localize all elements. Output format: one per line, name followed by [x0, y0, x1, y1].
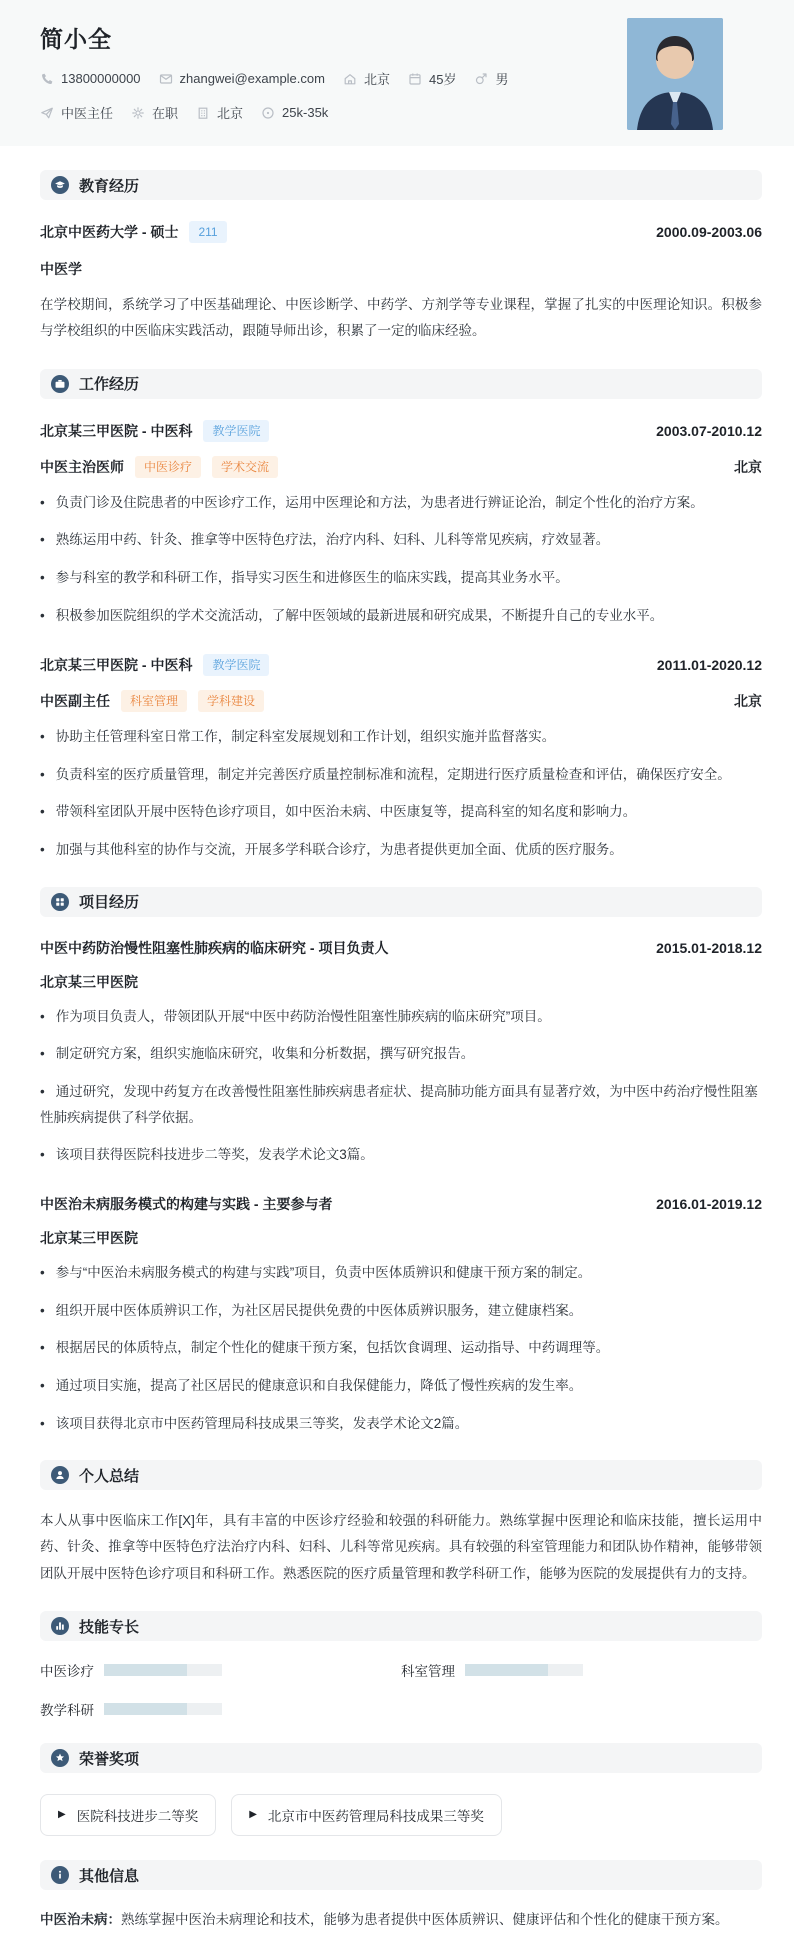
status-gear-icon [131, 106, 145, 120]
graduation-cap-icon [51, 176, 69, 194]
bar-chart-icon [51, 1617, 69, 1635]
work-entry-2-company: 北京某三甲医院 - 中医科 [40, 657, 193, 674]
contact-email-value: zhangwei@example.com [179, 71, 325, 86]
summary-text: 本人从事中医临床工作[X]年，具有丰富的中医诊疗经验和较强的科研能力。熟练掌握中医理论和临床技能，擅长运用中药、针灸、推拿等中医特色疗法治疗内科、妇科、儿科等常见疾病。具有较强的科室管理能力和团队协作精神，能够带领团队开展中医特色诊疗项目和科研工作。熟悉医院的医疗质量管理和教学科研工作，能够为医院的发展提供有力的支持。 [40, 1513, 762, 1581]
education-211-tag: 211 [189, 221, 226, 243]
resume-header [0, 0, 794, 146]
section-work-header [40, 369, 762, 399]
contact-gender [474, 69, 508, 88]
home-icon [343, 72, 357, 86]
work-entry-2-bullet: • 加强与其他科室的协作与交流，开展多学科联合诊疗，为患者提供更加全面、优质的医疗服务。 [40, 837, 762, 863]
work-entry-1-bullet: • 积极参加医院组织的学术交流活动，了解中医领域的最新进展和研究成果，不断提升自己的专业水平。 [40, 603, 762, 629]
education-school: 北京中医药大学 - 硕士 [40, 224, 179, 240]
briefcase-icon [51, 375, 69, 393]
section-projects-title: 项目经历 [79, 894, 140, 912]
project-2-date: 2016.01-2019.12 [656, 1195, 762, 1212]
work-entry-1-location: 北京 [734, 458, 762, 475]
info-icon [51, 1866, 69, 1884]
project-2-bullet: • 通过项目实施，提高了社区居民的健康意识和自我保健能力，降低了慢性疾病的发生率。 [40, 1373, 762, 1399]
contact-location [343, 69, 390, 88]
education-date: 2000.09-2003.06 [656, 224, 762, 240]
play-icon: ▶ [58, 1809, 66, 1821]
work-entry-1-tag-2: 学术交流 [212, 456, 278, 478]
section-education-header [40, 170, 762, 200]
skill-label: 中医诊疗 [40, 1664, 94, 1680]
contact-status-value: 在职 [152, 106, 179, 121]
contact-salary-value: 25k-35k [282, 105, 329, 120]
section-other-title: 其他信息 [79, 1867, 140, 1885]
work-entry-2-company-row [40, 654, 762, 676]
work-entry-1-tag-1: 中医诊疗 [135, 456, 201, 478]
contact-gender-value: 男 [495, 72, 509, 87]
email-icon [159, 72, 173, 86]
project-1-org-row [40, 972, 762, 992]
contact-position-value: 中医主任 [61, 106, 114, 121]
phone-icon [40, 72, 54, 86]
section-skills-title: 技能专长 [79, 1618, 140, 1636]
building-icon [196, 106, 210, 120]
project-2-bullet: • 根据居民的体质特点，制定个性化的健康干预方案，包括饮食调理、运动指导、中药调理等。 [40, 1335, 762, 1361]
contact-position [40, 103, 113, 122]
section-summary-title: 个人总结 [79, 1467, 140, 1485]
work-entry-2-bullet: • 协助主任管理科室日常工作，制定科室发展规划和工作计划，组织实施并监督落实。 [40, 724, 762, 750]
section-honors-header [40, 1743, 762, 1773]
work-entry-2-tag-2: 学科建设 [198, 690, 264, 712]
work-entry-1-bullet: • 熟练运用中药、针灸、推拿等中医特色疗法，治疗内科、妇科、儿科等常见疾病，疗效显著。 [40, 527, 762, 553]
project-2-bullet: • 组织开展中医体质辨识工作，为社区居民提供免费的中医体质辨识服务，建立健康档案。 [40, 1298, 762, 1324]
contact-status [131, 103, 178, 122]
contact-age [408, 69, 456, 88]
education-major-row [40, 259, 762, 279]
profile-photo [627, 18, 723, 130]
contact-location-value: 北京 [363, 72, 390, 87]
skill-label: 科室管理 [401, 1664, 455, 1680]
honor-chips [40, 1794, 762, 1836]
work-entry-2-tag-1: 科室管理 [121, 690, 187, 712]
skill-label: 教学科研 [40, 1703, 94, 1719]
project-1-name: 中医中药防治慢性阻塞性肺疾病的临床研究 - 项目负责人 [40, 939, 389, 956]
other-info-value: 熟练掌握中医治未病理论和技术，能够为患者提供中医体质辨识、健康评估和个性化的健康干预方案。 [121, 1912, 729, 1928]
education-description: 在学校期间，系统学习了中医基础理论、中医诊断学、中药学、方剂学等专业课程，掌握了扎实的中医理论知识。积极参与学校组织的中医临床实践活动，跟随导师出诊，积累了一定的临床经验。 [40, 297, 762, 339]
project-2-org: 北京某三甲医院 [40, 1229, 138, 1246]
work-entry-2-position: 中医副主任 [40, 693, 110, 710]
work-entry-2-date: 2011.01-2020.12 [656, 657, 762, 674]
education-entry [40, 221, 762, 243]
play-icon: ▶ [249, 1809, 257, 1821]
age-icon [408, 72, 422, 86]
gender-icon [474, 72, 488, 86]
work-entry-2-bullet: • 负责科室的医疗质量管理，制定并完善医疗质量控制标准和流程，定期进行医疗质量检查和评估，确保医疗安全。 [40, 762, 762, 788]
project-1-org: 北京某三甲医院 [40, 973, 138, 990]
work-entry-1-bullet: • 负责门诊及住院患者的中医诊疗工作，运用中医理论和方法，为患者进行辨证论治，制定个性化的治疗方案。 [40, 490, 762, 516]
skill-bar [104, 1703, 222, 1715]
work-entry-1-company-row [40, 420, 762, 442]
salary-icon [261, 106, 275, 120]
contact-email [159, 71, 325, 86]
contact-age-value: 45岁 [428, 72, 457, 87]
skill-item [401, 1660, 762, 1680]
project-1-bullet: • 该项目获得医院科技进步二等奖，发表学术论文3篇。 [40, 1142, 762, 1168]
honor-chip-1-label: 医院科技进步二等奖 [76, 1809, 199, 1825]
other-info-label: 中医治未病： [40, 1912, 121, 1928]
work-entry-1-position-row [40, 456, 762, 478]
honor-chip-2[interactable] [231, 1794, 502, 1836]
work-entry-2-company-tag: 教学医院 [203, 654, 269, 676]
honor-chip-1[interactable] [40, 1794, 216, 1836]
skill-item [40, 1660, 401, 1680]
candidate-name: 简小全 [40, 26, 112, 52]
contact-row-2 [40, 103, 614, 122]
skill-bar [465, 1664, 583, 1676]
honor-chip-2-label: 北京市中医药管理局科技成果三等奖 [267, 1809, 484, 1825]
medal-star-icon [51, 1749, 69, 1767]
work-entry-1-company: 北京某三甲医院 - 中医科 [40, 422, 193, 439]
skills-list [40, 1641, 762, 1719]
skill-item [40, 1699, 401, 1719]
work-entry-1-position: 中医主治医师 [40, 458, 124, 475]
work-entry-1-date: 2003.07-2010.12 [656, 422, 762, 439]
project-1-bullet: • 通过研究，发现中药复方在改善慢性阻塞性肺疾病患者症状、提高肺功能方面具有显著疗效，为中医中药治疗慢性阻塞性肺疾病提供了科学依据。 [40, 1079, 762, 1130]
section-summary-header [40, 1460, 762, 1490]
project-2-name: 中医治未病服务模式的构建与实践 - 主要参与者 [40, 1195, 333, 1212]
project-1-title-row [40, 938, 762, 958]
grid-icon [51, 893, 69, 911]
project-1-bullet: • 制定研究方案，组织实施临床研究，收集和分析数据，撰写研究报告。 [40, 1041, 762, 1067]
skill-bar [104, 1664, 222, 1676]
section-other-header [40, 1860, 762, 1890]
work-entry-2-position-row [40, 690, 762, 712]
section-projects-header [40, 887, 762, 917]
contact-salary [261, 105, 328, 120]
person-icon [51, 1466, 69, 1484]
project-2-org-row [40, 1228, 762, 1248]
section-work-title: 工作经历 [79, 376, 140, 394]
other-info-text [40, 1907, 762, 1933]
section-skills-header [40, 1611, 762, 1641]
project-2-bullet: • 参与“中医治未病服务模式的构建与实践”项目，负责中医体质辨识和健康干预方案的制定。 [40, 1260, 762, 1286]
contact-city [196, 103, 243, 122]
project-1-bullet: • 作为项目负责人，带领团队开展“中医中药防治慢性阻塞性肺疾病的临床研究”项目。 [40, 1004, 762, 1030]
project-2-bullet: • 该项目获得北京市中医药管理局科技成果三等奖，发表学术论文2篇。 [40, 1411, 762, 1437]
work-entry-1-company-tag: 教学医院 [203, 420, 269, 442]
section-honors-title: 荣誉奖项 [79, 1750, 140, 1768]
education-major: 中医学 [40, 261, 82, 277]
contact-phone [40, 71, 141, 86]
contact-row-1 [40, 69, 614, 88]
contact-phone-value: 13800000000 [61, 71, 141, 86]
project-1-date: 2015.01-2018.12 [656, 939, 762, 956]
work-entry-2-location: 北京 [734, 693, 762, 710]
work-entry-2-bullet: • 带领科室团队开展中医特色诊疗项目，如中医治未病、中医康复等，提高科室的知名度和影响力。 [40, 799, 762, 825]
project-2-title-row [40, 1194, 762, 1214]
section-education-title: 教育经历 [79, 177, 140, 195]
contact-city-value: 北京 [217, 106, 244, 121]
work-entry-1-bullet: • 参与科室的教学和科研工作，指导实习医生和进修医生的临床实践，提高其业务水平。 [40, 565, 762, 591]
position-icon [40, 106, 54, 120]
resume-body [0, 170, 794, 1959]
